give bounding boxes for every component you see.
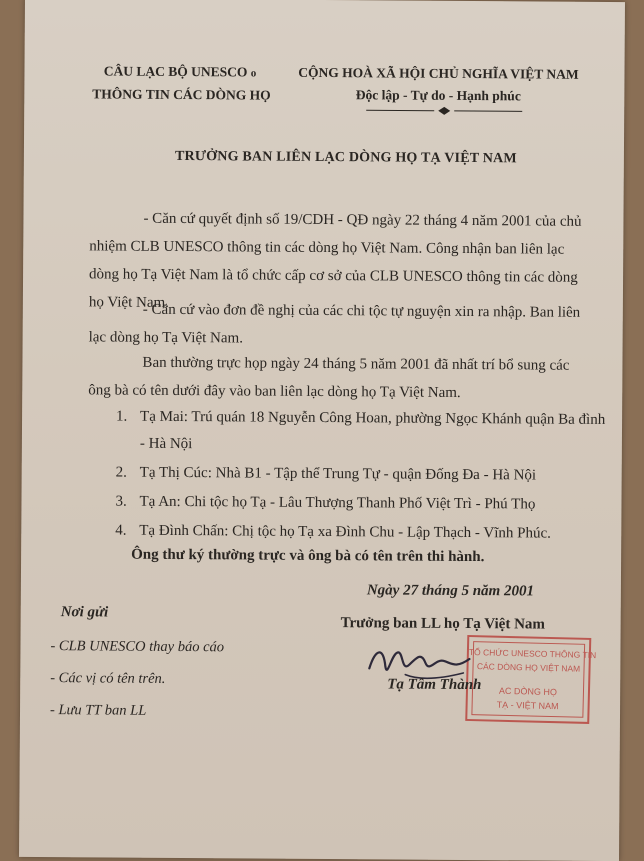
stamp-line-2: CÁC DÒNG HỌ VIỆT NAM [468,659,588,676]
recipient-item: - CLB UNESCO thay báo cáo [50,638,224,656]
motto: Độc lập - Tự do - Hạnh phúc [288,84,588,108]
recipient-item: - Lưu TT ban LL [50,702,146,720]
paragraph-1: - Căn cứ quyết định số 19/CDH - QĐ ngày 22 tháng 4 năm 2001 của chủ nhiệm CLB UNESCO thông tin các dòng họ Việt Nam. Công nhận ban liên lạc dòng họ Tạ Việt Nam là tổ chức cấp cơ sở của CLB UNESCO thông tin các dòng họ Việt Nam. [89,204,590,319]
document-date: Ngày 27 tháng 5 năm 2001 [367,582,534,600]
org-line-1-mark: o [251,67,257,79]
nation-line-1: CỘNG HOÀ XÃ HỘI CHỦ NGHĨA VIỆT NAM [288,62,588,86]
stamp-line-3: AC DÒNG HỌ [468,683,588,700]
org-line-2: THÔNG TIN CÁC DÒNG HỌ [92,83,267,106]
official-stamp [465,635,591,724]
member-list [115,404,606,550]
stamp-line-4: TẠ - VIỆT NAM [467,697,587,714]
org-line-1: CÂU LẠC BỘ UNESCO [104,63,248,79]
list-item-text: Tạ Thị Cúc: Nhà B1 - Tập thể Trung Tự - quận Đống Đa - Hà Nội [140,465,537,484]
paragraph-3: Ban thường trực họp ngày 24 tháng 5 năm 2001 đã nhất trí bổ sung các ông bà có tên dưới đây vào ban liên lạc dòng họ Tạ Việt Nam. [88,348,588,407]
document-page [19,0,625,861]
ornament-divider [364,104,524,117]
signatory-name: Tạ Tâm Thành [387,676,481,694]
list-item-text: Tạ An: Chi tộc họ Tạ - Lâu Thượng Thanh Phố Việt Trì - Phú Thọ [139,494,535,513]
list-item-text: Tạ Đình Chấn: Chị tộc họ Tạ xa Đình Chu - Lập Thạch - Vĩnh Phúc. [139,523,551,542]
list-item-number: 4. [115,518,126,545]
list-item-text: Tạ Mai: Trú quán 18 Nguyễn Công Hoan, phường Ngọc Khánh quận Ba đình - Hà Nội [140,409,605,452]
paragraph-2: - Căn cứ vào đơn đề nghị của các chi tộc tự nguyện xin ra nhập. Ban liên lạc dòng họ Tạ Việt Nam. [89,295,589,354]
list-item [116,460,606,490]
list-item [116,404,606,461]
stamp-line-1: TỔ CHỨC UNESCO THÔNG TIN [469,645,589,662]
nation-header [288,62,588,108]
list-item-number: 2. [116,460,127,487]
document-title: TRƯỞNG BAN LIÊN LẠC DÒNG HỌ TẠ VIỆT NAM [96,148,596,167]
recipients-heading: Nơi gửi [61,604,109,621]
closing-statement: Ông thư ký thường trực và ông bà có tên trên thi hành. [131,547,484,566]
stamp-inner-border [471,641,585,718]
list-item [115,489,605,519]
signatory-title: Trưởng ban LL họ Tạ Việt Nam [341,615,545,633]
recipient-item: - Các vị có tên trên. [50,670,165,688]
list-item-number: 1. [116,404,127,431]
list-item [115,518,605,548]
list-item-number: 3. [115,489,126,516]
org-header [92,60,267,106]
